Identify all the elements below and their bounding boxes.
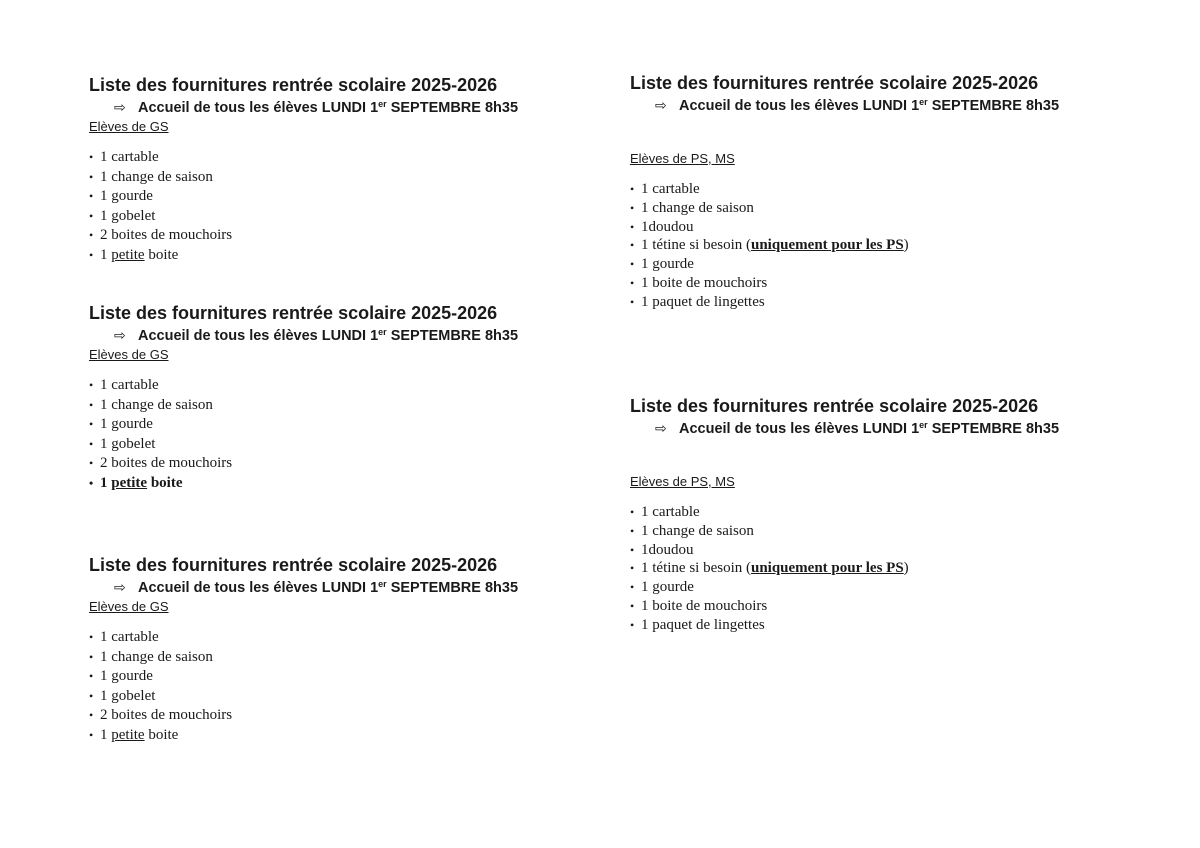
list-item: • 1 tétine si besoin (uniquement pour les PS) — [630, 237, 909, 254]
bullet-icon: • — [630, 219, 635, 234]
list-item: • 1 cartable — [630, 504, 700, 520]
list-item: • 1 change de saison — [89, 168, 518, 188]
bullet-icon: • — [89, 150, 94, 164]
bullet-icon: • — [89, 417, 94, 431]
welcome-text: Accueil de tous les élèves LUNDI 1 — [679, 421, 920, 437]
welcome-line — [114, 97, 518, 118]
welcome-date: SEPTEMBRE 8h35 — [386, 328, 519, 344]
list-item: • 2 boites de mouchoirs — [89, 706, 518, 726]
bullet-icon: • — [89, 208, 94, 223]
bullet-icon: • — [630, 523, 635, 538]
list-item: • 1 change de saison — [89, 396, 518, 416]
bullet-icon: • — [89, 649, 94, 664]
list-title: Liste des fournitures rentrée scolaire 2025-2026 — [89, 555, 498, 575]
bullet-icon: • — [89, 189, 94, 203]
welcome-line — [655, 95, 1059, 116]
bullet-icon: • — [89, 456, 94, 470]
bullet-icon: • — [89, 228, 94, 242]
list-item: • 1 tétine si besoin (uniquement pour les PS) — [630, 560, 909, 577]
list-item: • 1 cartable — [630, 181, 700, 197]
right-arrow-icon: ⇨ — [114, 327, 126, 343]
welcome-sup: er — [378, 99, 387, 109]
list-item: • 1 change de saison — [630, 199, 754, 216]
level-label: Elèves de GS — [89, 119, 169, 134]
bullet-icon: • — [89, 669, 94, 683]
bullet-icon: • — [630, 617, 635, 632]
list-item: • 1 paquet de lingettes — [630, 616, 765, 633]
bullet-icon: • — [630, 505, 635, 519]
ps-ms-list-1 — [630, 72, 1059, 312]
welcome-text: Accueil de tous les élèves LUNDI 1 — [138, 100, 379, 116]
list-item: • 1 cartable — [89, 376, 518, 396]
bullet-icon: • — [89, 688, 94, 703]
list-item: • 1 petite boite — [89, 726, 518, 746]
list-item: • 1 cartable — [89, 148, 518, 168]
bullet-icon: • — [630, 542, 635, 557]
list-title: Liste des fournitures rentrée scolaire 2025-2026 — [89, 75, 498, 95]
list-item: • 1 paquet de lingettes — [630, 293, 765, 310]
level-label: Elèves de GS — [89, 347, 169, 362]
list-item: • 1 petite boite — [89, 474, 518, 494]
list-item: • 1 gobelet — [89, 435, 518, 455]
welcome-date: SEPTEMBRE 8h35 — [386, 100, 519, 116]
list-item: • 1 gourde — [89, 415, 518, 435]
list-title: Liste des fournitures rentrée scolaire 2025-2026 — [630, 73, 1039, 93]
bullet-icon: • — [89, 630, 94, 644]
welcome-date: SEPTEMBRE 8h35 — [927, 421, 1060, 437]
bullet-icon: • — [630, 598, 635, 613]
welcome-date: SEPTEMBRE 8h35 — [927, 98, 1060, 114]
right-arrow-icon: ⇨ — [114, 99, 126, 115]
supply-list — [89, 148, 518, 265]
bullet-icon: • — [630, 200, 635, 215]
welcome-sup: er — [919, 97, 928, 107]
gs-list-3 — [89, 554, 518, 745]
welcome-text: Accueil de tous les élèves LUNDI 1 — [679, 98, 920, 114]
list-item: • 1 gourde — [89, 667, 518, 687]
bullet-icon: • — [89, 475, 94, 490]
welcome-date: SEPTEMBRE 8h35 — [386, 580, 519, 596]
list-item: • 2 boites de mouchoirs — [89, 454, 518, 474]
list-item: • 1 gobelet — [89, 207, 518, 227]
gs-list-2 — [89, 302, 518, 493]
list-item: • 2 boites de mouchoirs — [89, 226, 518, 246]
list-item: • 1 petite boite — [89, 246, 518, 266]
ps-ms-list-2 — [630, 395, 1059, 635]
bullet-icon: • — [630, 182, 635, 196]
list-item: • 1 gourde — [630, 579, 694, 596]
list-item: • 1 gourde — [89, 187, 518, 207]
welcome-text: Accueil de tous les élèves LUNDI 1 — [138, 328, 379, 344]
supply-list — [89, 628, 518, 745]
bullet-icon: • — [89, 397, 94, 412]
welcome-sup: er — [378, 327, 387, 337]
bullet-icon: • — [630, 275, 635, 290]
level-label: Elèves de PS, MS — [630, 151, 735, 166]
bullet-icon: • — [630, 238, 635, 253]
welcome-text: Accueil de tous les élèves LUNDI 1 — [138, 580, 379, 596]
level-label: Elèves de PS, MS — [630, 474, 735, 489]
bullet-icon: • — [89, 247, 94, 262]
bullet-icon: • — [630, 580, 635, 595]
bullet-icon: • — [630, 294, 635, 309]
gs-list-1 — [89, 74, 518, 265]
right-arrow-icon: ⇨ — [655, 420, 667, 436]
welcome-line — [114, 577, 518, 598]
bullet-icon: • — [89, 378, 94, 392]
list-item: • 1 boite de mouchoirs — [630, 274, 768, 291]
bullet-icon: • — [89, 169, 94, 184]
right-arrow-icon: ⇨ — [114, 579, 126, 595]
list-title: Liste des fournitures rentrée scolaire 2025-2026 — [630, 396, 1039, 416]
welcome-sup: er — [919, 420, 928, 430]
list-item: • 1 change de saison — [89, 648, 518, 668]
bullet-icon: • — [89, 727, 94, 742]
right-arrow-icon: ⇨ — [655, 97, 667, 113]
supply-list — [630, 180, 1059, 312]
list-item: • 1 change de saison — [630, 522, 754, 539]
list-item: • 1 boite de mouchoirs — [630, 597, 768, 614]
supply-list — [89, 376, 518, 493]
supply-list — [630, 503, 1059, 635]
welcome-sup: er — [378, 579, 387, 589]
list-item: • 1 cartable — [89, 628, 518, 648]
level-label: Elèves de GS — [89, 599, 169, 614]
list-item: • 1doudou — [630, 541, 694, 558]
list-item: • 1 gobelet — [89, 687, 518, 707]
bullet-icon: • — [630, 257, 635, 272]
list-item: • 1doudou — [630, 218, 694, 235]
welcome-line — [114, 325, 518, 346]
list-title: Liste des fournitures rentrée scolaire 2025-2026 — [89, 303, 498, 323]
bullet-icon: • — [630, 561, 635, 576]
bullet-icon: • — [89, 436, 94, 451]
welcome-line — [655, 418, 1059, 439]
bullet-icon: • — [89, 708, 94, 722]
list-item: • 1 gourde — [630, 256, 694, 273]
